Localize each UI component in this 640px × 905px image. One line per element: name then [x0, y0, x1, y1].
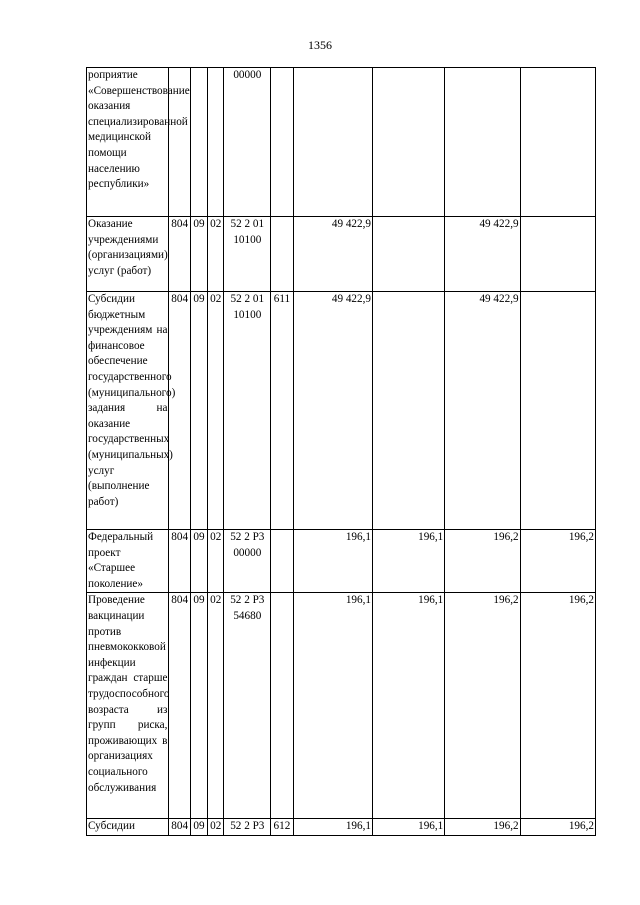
- amount-col-3: 196,2: [445, 593, 520, 819]
- expense-type-code: 611: [271, 292, 293, 530]
- expense-type-code: 612: [271, 819, 293, 836]
- target-code: 00000: [224, 68, 271, 217]
- amount-col-3: [445, 68, 520, 217]
- section-code: 09: [190, 530, 207, 593]
- section-code: [190, 68, 207, 217]
- ministry-code: 804: [169, 217, 190, 292]
- page-number: 1356: [308, 38, 332, 52]
- row-name: Федеральный проект «Старшее поколение»: [87, 530, 169, 593]
- amount-col-1: [293, 68, 372, 217]
- amount-col-4: 196,2: [520, 530, 595, 593]
- amount-col-2: [373, 217, 445, 292]
- target-code: 52 2 01 10100: [224, 292, 271, 530]
- ministry-code: 804: [169, 593, 190, 819]
- amount-col-1: 49 422,9: [293, 292, 372, 530]
- subsection-code: 02: [208, 217, 224, 292]
- ministry-code: 804: [169, 292, 190, 530]
- amount-col-3: 196,2: [445, 819, 520, 836]
- target-code: 52 2 P3 00000: [224, 530, 271, 593]
- amount-col-3: 49 422,9: [445, 292, 520, 530]
- target-code: 52 2 P3: [224, 819, 271, 836]
- amount-col-2: 196,1: [373, 819, 445, 836]
- amount-col-2: [373, 68, 445, 217]
- amount-col-3: 49 422,9: [445, 217, 520, 292]
- table-row: [87, 292, 596, 530]
- amount-col-1: 49 422,9: [293, 217, 372, 292]
- target-code: 52 2 P3 54680: [224, 593, 271, 819]
- ministry-code: 804: [169, 530, 190, 593]
- section-code: 09: [190, 217, 207, 292]
- subsection-code: [208, 68, 224, 217]
- amount-col-2: 196,1: [373, 593, 445, 819]
- expense-type-code: [271, 217, 293, 292]
- amount-col-4: 196,2: [520, 819, 595, 836]
- amount-col-2: 196,1: [373, 530, 445, 593]
- amount-col-1: 196,1: [293, 819, 372, 836]
- amount-col-3: 196,2: [445, 530, 520, 593]
- table-row: [87, 68, 596, 217]
- row-name: Субсидии бюджетным учреждениям на финансовое обеспечение государственного (муниципального) задания на оказание государственных (муниципальных) услуг (выполнение работ): [87, 292, 169, 530]
- table-row: [87, 819, 596, 836]
- expense-type-code: [271, 593, 293, 819]
- amount-col-4: 196,2: [520, 593, 595, 819]
- row-name: Субсидии: [87, 819, 169, 836]
- row-name: Оказание учреждениями (организациями) услуг (работ): [87, 217, 169, 292]
- subsection-code: 02: [208, 593, 224, 819]
- section-code: 09: [190, 292, 207, 530]
- table-row: [87, 530, 596, 593]
- amount-col-2: [373, 292, 445, 530]
- subsection-code: 02: [208, 292, 224, 530]
- subsection-code: 02: [208, 819, 224, 836]
- ministry-code: 804: [169, 819, 190, 836]
- amount-col-4: [520, 292, 595, 530]
- target-code: 52 2 01 10100: [224, 217, 271, 292]
- table-row: [87, 217, 596, 292]
- section-code: 09: [190, 593, 207, 819]
- expense-type-code: [271, 68, 293, 217]
- expense-type-code: [271, 530, 293, 593]
- amount-col-4: [520, 68, 595, 217]
- amount-col-1: 196,1: [293, 593, 372, 819]
- budget-table: [86, 67, 596, 836]
- row-name: роприятие «Совершенствование оказания специализированной медицинской помощи населению республики»: [87, 68, 169, 217]
- amount-col-1: 196,1: [293, 530, 372, 593]
- section-code: 09: [190, 819, 207, 836]
- table-row: [87, 593, 596, 819]
- row-name: Проведение вакцинации против пневмококковой инфекции граждан старше трудоспособного возраста из групп риска, проживающих в организациях социального обслуживания: [87, 593, 169, 819]
- subsection-code: 02: [208, 530, 224, 593]
- amount-col-4: [520, 217, 595, 292]
